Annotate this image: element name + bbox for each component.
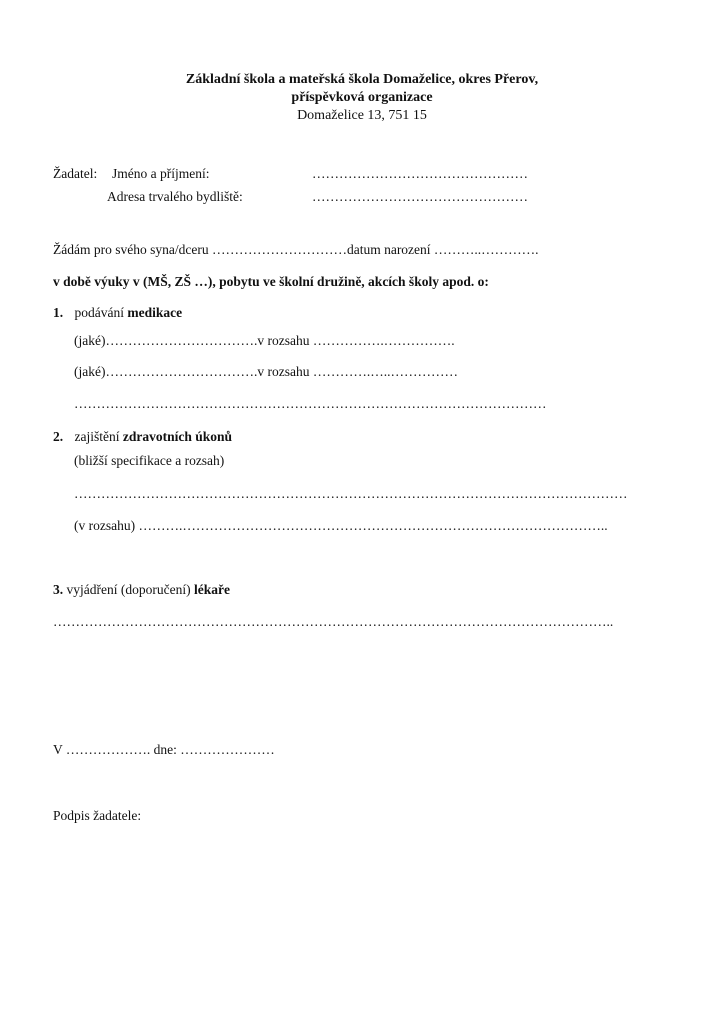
place-date-row: V ………………. dne: …………………	[53, 742, 275, 757]
school-address: Domaželice 13, 751 15	[297, 108, 427, 123]
applicant-name-label: Jméno a příjmení:	[112, 166, 210, 181]
section3-field[interactable]: ……………………………………………………………………………………………………………..	[53, 614, 614, 629]
applicant-label: Žadatel:	[53, 166, 98, 181]
section1-number: 1.	[53, 305, 64, 320]
section2-spec-label: (bližší specifikace a rozsah)	[74, 453, 225, 468]
dob-field[interactable]: ………..………….	[433, 242, 539, 257]
section2-number: 2.	[53, 429, 64, 444]
medication-1-field[interactable]: …………………………….	[105, 333, 258, 348]
date-field[interactable]: …………………	[180, 742, 275, 757]
section2-heading: 2. zajištění zdravotních úkonů	[53, 429, 233, 444]
applicant-address-field[interactable]: …………………………………………	[312, 189, 528, 204]
request-context: v době výuky v (MŠ, ZŠ …), pobytu ve školní družině, akcích školy apod. o:	[53, 274, 489, 289]
section1-heading: 1. podávání medikace	[53, 305, 183, 320]
request-line	[53, 242, 539, 258]
section3-number: 3.	[53, 582, 64, 597]
school-legal-form: příspěvková organizace	[291, 90, 433, 105]
request-prefix: Žádám pro svého syna/dceru	[53, 242, 212, 257]
medication-row-2: (jaké)…………………………….v rozsahu ………….…..……………	[74, 364, 458, 379]
signature-label: Podpis žadatele:	[53, 808, 142, 823]
school-name: Základní škola a mateřská škola Domaželice, okres Přerov,	[185, 72, 539, 87]
section3-heading: 3. vyjádření (doporučení) lékaře	[53, 582, 230, 597]
applicant-address-label: Adresa trvalého bydliště:	[107, 189, 243, 204]
place-field[interactable]: ……………….	[65, 742, 154, 757]
medication-row-3-field[interactable]: ……………………………………………………………………………………………	[74, 396, 547, 411]
medication-1-scope-field[interactable]: …………….…………….	[312, 333, 455, 348]
section2-spec-field[interactable]: ……………………………………………………………………………………………………………	[74, 486, 628, 501]
applicant-name-field[interactable]: …………………………………………	[312, 166, 528, 181]
medication-2-scope-field[interactable]: ………….…..……………	[312, 364, 458, 379]
dob-label: datum narození	[346, 242, 434, 257]
child-name-field[interactable]: …………………………	[211, 242, 347, 257]
section2-scope-row: (v rozsahu) ……….…………………………………………………………………………………..	[74, 518, 608, 533]
medication-2-field[interactable]: …………………………….	[105, 364, 258, 379]
section2-scope-field[interactable]: ……….…………………………………………………………………………………..	[138, 518, 608, 533]
medication-row-1: (jaké)…………………………….v rozsahu …………….…………….	[74, 333, 455, 348]
